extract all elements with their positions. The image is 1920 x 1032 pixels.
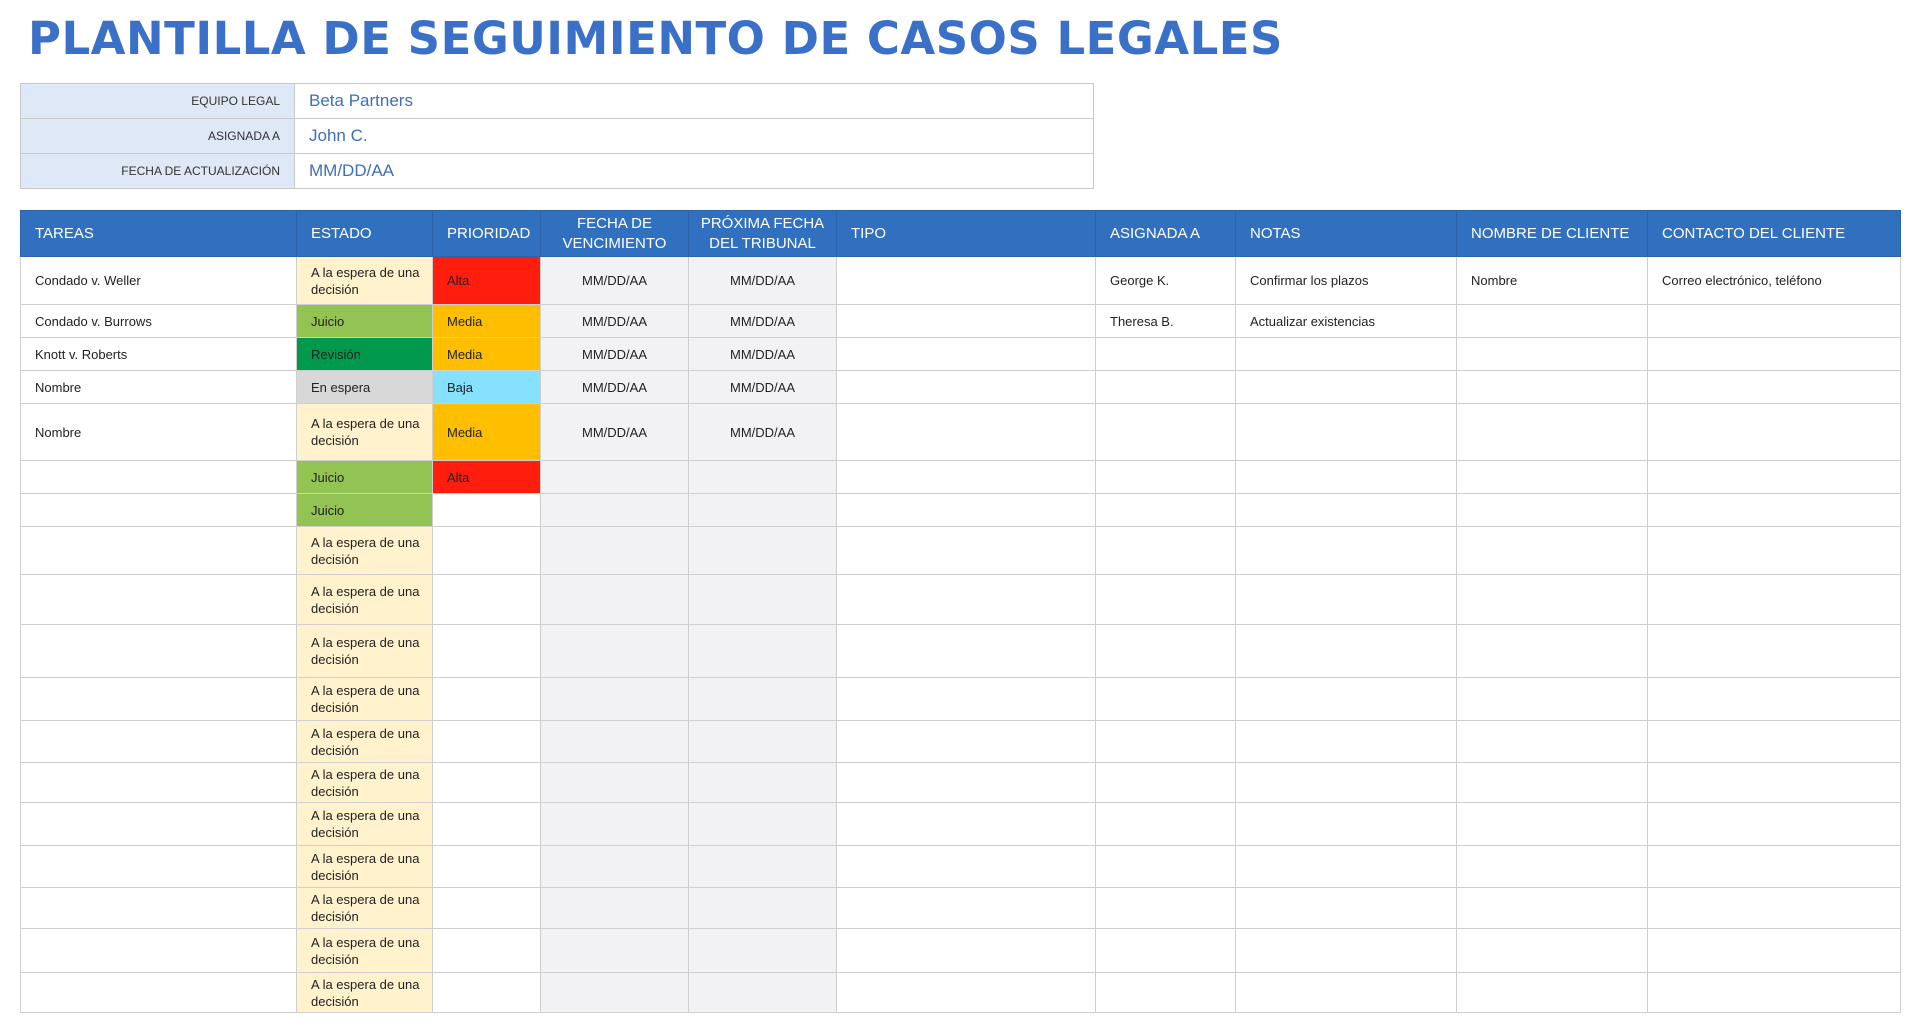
task-cell[interactable] xyxy=(21,803,297,846)
client-contact-cell[interactable] xyxy=(1648,888,1901,929)
court-date-cell[interactable] xyxy=(689,763,837,803)
priority-cell[interactable] xyxy=(433,625,541,678)
notes-cell[interactable] xyxy=(1236,461,1457,494)
task-cell[interactable] xyxy=(21,625,297,678)
client-contact-cell[interactable] xyxy=(1648,678,1901,721)
client-name-cell[interactable] xyxy=(1457,888,1648,929)
due-date-cell[interactable]: MM/DD/AA xyxy=(541,404,689,461)
type-cell[interactable] xyxy=(837,575,1096,625)
task-cell[interactable]: Condado v. Weller xyxy=(21,257,297,305)
status-cell[interactable]: Juicio xyxy=(297,461,433,494)
table-row xyxy=(21,527,1901,575)
priority-cell[interactable] xyxy=(433,678,541,721)
info-label: ASIGNADA A xyxy=(21,119,295,154)
type-cell[interactable] xyxy=(837,625,1096,678)
court-date-cell[interactable]: MM/DD/AA xyxy=(689,404,837,461)
notes-cell[interactable]: Actualizar existencias xyxy=(1236,305,1457,338)
notes-cell[interactable] xyxy=(1236,404,1457,461)
priority-cell[interactable]: Media xyxy=(433,305,541,338)
due-date-cell[interactable]: MM/DD/AA xyxy=(541,338,689,371)
client-name-cell[interactable] xyxy=(1457,527,1648,575)
task-cell[interactable] xyxy=(21,678,297,721)
task-cell[interactable]: Nombre xyxy=(21,404,297,461)
assigned-cell[interactable] xyxy=(1096,678,1236,721)
task-cell[interactable] xyxy=(21,763,297,803)
assigned-cell[interactable] xyxy=(1096,721,1236,763)
assigned-cell[interactable] xyxy=(1096,338,1236,371)
notes-cell[interactable] xyxy=(1236,527,1457,575)
court-date-cell[interactable]: MM/DD/AA xyxy=(689,305,837,338)
assigned-cell[interactable] xyxy=(1096,973,1236,1013)
court-date-cell[interactable] xyxy=(689,846,837,888)
type-cell[interactable] xyxy=(837,678,1096,721)
table-row xyxy=(21,973,1901,1013)
type-cell[interactable] xyxy=(837,404,1096,461)
task-cell[interactable]: Condado v. Burrows xyxy=(21,305,297,338)
client-name-cell[interactable] xyxy=(1457,721,1648,763)
due-date-cell[interactable] xyxy=(541,625,689,678)
table-row xyxy=(21,404,1901,461)
court-date-cell[interactable] xyxy=(689,461,837,494)
table-row xyxy=(21,929,1901,973)
status-cell[interactable]: A la espera de una decisión xyxy=(297,527,433,575)
priority-cell[interactable] xyxy=(433,763,541,803)
type-cell[interactable] xyxy=(837,371,1096,404)
type-cell[interactable] xyxy=(837,494,1096,527)
client-contact-cell[interactable] xyxy=(1648,846,1901,888)
client-contact-cell[interactable] xyxy=(1648,929,1901,973)
column-header-client-contact[interactable]: CONTACTO DEL CLIENTE xyxy=(1648,211,1901,257)
due-date-cell[interactable] xyxy=(541,527,689,575)
court-date-cell[interactable]: MM/DD/AA xyxy=(689,257,837,305)
status-cell[interactable]: A la espera de una decisión xyxy=(297,721,433,763)
table-row xyxy=(21,494,1901,527)
status-cell[interactable]: A la espera de una decisión xyxy=(297,888,433,929)
header-row xyxy=(21,211,1901,257)
type-cell[interactable] xyxy=(837,257,1096,305)
task-cell[interactable] xyxy=(21,846,297,888)
notes-cell[interactable] xyxy=(1236,338,1457,371)
due-date-cell[interactable] xyxy=(541,803,689,846)
type-cell[interactable] xyxy=(837,973,1096,1013)
priority-cell[interactable] xyxy=(433,846,541,888)
client-contact-cell[interactable] xyxy=(1648,371,1901,404)
client-name-cell[interactable] xyxy=(1457,305,1648,338)
column-header-due-date[interactable]: FECHA DE VENCIMIENTO xyxy=(541,211,689,257)
priority-cell[interactable] xyxy=(433,721,541,763)
notes-cell[interactable] xyxy=(1236,721,1457,763)
table-row xyxy=(21,625,1901,678)
task-cell[interactable] xyxy=(21,973,297,1013)
due-date-cell[interactable] xyxy=(541,575,689,625)
assigned-cell[interactable] xyxy=(1096,371,1236,404)
assigned-cell[interactable] xyxy=(1096,404,1236,461)
info-label: EQUIPO LEGAL xyxy=(21,84,295,119)
due-date-cell[interactable] xyxy=(541,846,689,888)
case-info-table xyxy=(20,83,1094,189)
column-header-client-name[interactable]: NOMBRE DE CLIENTE xyxy=(1457,211,1648,257)
info-label: FECHA DE ACTUALIZACIÓN xyxy=(21,154,295,189)
notes-cell[interactable] xyxy=(1236,803,1457,846)
priority-cell[interactable] xyxy=(433,527,541,575)
table-row xyxy=(21,461,1901,494)
status-cell[interactable]: A la espera de una decisión xyxy=(297,929,433,973)
due-date-cell[interactable]: MM/DD/AA xyxy=(541,371,689,404)
assigned-cell[interactable] xyxy=(1096,625,1236,678)
assigned-to-value[interactable]: John C. xyxy=(295,119,1094,154)
type-cell[interactable] xyxy=(837,338,1096,371)
notes-cell[interactable] xyxy=(1236,929,1457,973)
priority-cell[interactable]: Alta xyxy=(433,257,541,305)
table-row xyxy=(21,678,1901,721)
notes-cell[interactable] xyxy=(1236,625,1457,678)
status-cell[interactable]: A la espera de una decisión xyxy=(297,625,433,678)
table-row xyxy=(21,257,1901,305)
priority-cell[interactable] xyxy=(433,973,541,1013)
notes-cell[interactable] xyxy=(1236,575,1457,625)
column-header-assigned[interactable]: ASIGNADA A xyxy=(1096,211,1236,257)
due-date-cell[interactable] xyxy=(541,494,689,527)
client-name-cell[interactable] xyxy=(1457,763,1648,803)
due-date-cell[interactable] xyxy=(541,461,689,494)
priority-cell[interactable] xyxy=(433,575,541,625)
client-contact-cell[interactable] xyxy=(1648,527,1901,575)
notes-cell[interactable] xyxy=(1236,494,1457,527)
client-contact-cell[interactable] xyxy=(1648,461,1901,494)
page-title: PLANTILLA DE SEGUIMIENTO DE CASOS LEGALES xyxy=(28,12,1283,65)
assigned-cell[interactable]: George K. xyxy=(1096,257,1236,305)
status-cell[interactable]: A la espera de una decisión xyxy=(297,575,433,625)
table-row xyxy=(21,803,1901,846)
court-date-cell[interactable] xyxy=(689,803,837,846)
assigned-cell[interactable] xyxy=(1096,888,1236,929)
column-header-priority[interactable]: PRIORIDAD xyxy=(433,211,541,257)
priority-cell[interactable] xyxy=(433,888,541,929)
client-contact-cell[interactable] xyxy=(1648,305,1901,338)
priority-cell[interactable] xyxy=(433,929,541,973)
client-contact-cell[interactable] xyxy=(1648,721,1901,763)
status-cell[interactable]: A la espera de una decisión xyxy=(297,973,433,1013)
update-date-value[interactable]: MM/DD/AA xyxy=(295,154,1094,189)
notes-cell[interactable]: Confirmar los plazos xyxy=(1236,257,1457,305)
table-row xyxy=(21,338,1901,371)
info-row-legal-team xyxy=(21,84,1094,119)
due-date-cell[interactable]: MM/DD/AA xyxy=(541,305,689,338)
client-contact-cell[interactable] xyxy=(1648,338,1901,371)
column-header-type[interactable]: TIPO xyxy=(837,211,1096,257)
table-row xyxy=(21,846,1901,888)
case-tracker-table xyxy=(20,210,1901,1013)
client-name-cell[interactable] xyxy=(1457,461,1648,494)
priority-cell[interactable]: Alta xyxy=(433,461,541,494)
court-date-cell[interactable] xyxy=(689,888,837,929)
task-cell[interactable]: Nombre xyxy=(21,371,297,404)
table-row xyxy=(21,721,1901,763)
court-date-cell[interactable]: MM/DD/AA xyxy=(689,371,837,404)
due-date-cell[interactable] xyxy=(541,973,689,1013)
court-date-cell[interactable] xyxy=(689,678,837,721)
assigned-cell[interactable] xyxy=(1096,929,1236,973)
client-name-cell[interactable]: Nombre xyxy=(1457,257,1648,305)
task-cell[interactable] xyxy=(21,888,297,929)
due-date-cell[interactable] xyxy=(541,678,689,721)
client-contact-cell[interactable] xyxy=(1648,763,1901,803)
status-cell[interactable]: En espera xyxy=(297,371,433,404)
assigned-cell[interactable] xyxy=(1096,527,1236,575)
status-cell[interactable]: Juicio xyxy=(297,305,433,338)
status-cell[interactable]: A la espera de una decisión xyxy=(297,404,433,461)
assigned-cell[interactable] xyxy=(1096,763,1236,803)
client-name-cell[interactable] xyxy=(1457,846,1648,888)
court-date-cell[interactable] xyxy=(689,527,837,575)
notes-cell[interactable] xyxy=(1236,763,1457,803)
task-cell[interactable] xyxy=(21,461,297,494)
type-cell[interactable] xyxy=(837,803,1096,846)
client-contact-cell[interactable] xyxy=(1648,404,1901,461)
priority-cell[interactable]: Media xyxy=(433,404,541,461)
client-name-cell[interactable] xyxy=(1457,404,1648,461)
client-name-cell[interactable] xyxy=(1457,625,1648,678)
task-cell[interactable] xyxy=(21,929,297,973)
column-header-court-date[interactable]: PRÓXIMA FECHA DEL TRIBUNAL xyxy=(689,211,837,257)
assigned-cell[interactable]: Theresa B. xyxy=(1096,305,1236,338)
notes-cell[interactable] xyxy=(1236,846,1457,888)
status-cell[interactable]: A la espera de una decisión xyxy=(297,846,433,888)
client-name-cell[interactable] xyxy=(1457,575,1648,625)
priority-cell[interactable]: Baja xyxy=(433,371,541,404)
priority-cell[interactable] xyxy=(433,494,541,527)
type-cell[interactable] xyxy=(837,888,1096,929)
type-cell[interactable] xyxy=(837,763,1096,803)
column-header-status[interactable]: ESTADO xyxy=(297,211,433,257)
priority-cell[interactable] xyxy=(433,803,541,846)
table-row xyxy=(21,575,1901,625)
table-body xyxy=(21,257,1901,1013)
due-date-cell[interactable] xyxy=(541,763,689,803)
table-row xyxy=(21,371,1901,404)
assigned-cell[interactable] xyxy=(1096,461,1236,494)
due-date-cell[interactable] xyxy=(541,929,689,973)
assigned-cell[interactable] xyxy=(1096,846,1236,888)
client-contact-cell[interactable]: Correo electrónico, teléfono xyxy=(1648,257,1901,305)
assigned-cell[interactable] xyxy=(1096,575,1236,625)
table-row xyxy=(21,763,1901,803)
table-row xyxy=(21,888,1901,929)
notes-cell[interactable] xyxy=(1236,888,1457,929)
column-header-notes[interactable]: NOTAS xyxy=(1236,211,1457,257)
client-contact-cell[interactable] xyxy=(1648,973,1901,1013)
client-name-cell[interactable] xyxy=(1457,929,1648,973)
due-date-cell[interactable] xyxy=(541,888,689,929)
assigned-cell[interactable] xyxy=(1096,803,1236,846)
status-cell[interactable]: Revisión xyxy=(297,338,433,371)
status-cell[interactable]: A la espera de una decisión xyxy=(297,803,433,846)
task-cell[interactable] xyxy=(21,494,297,527)
task-cell[interactable] xyxy=(21,527,297,575)
client-name-cell[interactable] xyxy=(1457,494,1648,527)
table-row xyxy=(21,305,1901,338)
court-date-cell[interactable] xyxy=(689,575,837,625)
notes-cell[interactable] xyxy=(1236,371,1457,404)
due-date-cell[interactable] xyxy=(541,721,689,763)
legal-team-value[interactable]: Beta Partners xyxy=(295,84,1094,119)
priority-cell[interactable]: Media xyxy=(433,338,541,371)
info-row-updated xyxy=(21,154,1094,189)
client-name-cell[interactable] xyxy=(1457,371,1648,404)
client-contact-cell[interactable] xyxy=(1648,625,1901,678)
client-contact-cell[interactable] xyxy=(1648,803,1901,846)
type-cell[interactable] xyxy=(837,929,1096,973)
type-cell[interactable] xyxy=(837,846,1096,888)
column-header-tasks[interactable]: TAREAS xyxy=(21,211,297,257)
client-contact-cell[interactable] xyxy=(1648,494,1901,527)
type-cell[interactable] xyxy=(837,305,1096,338)
court-date-cell[interactable] xyxy=(689,625,837,678)
court-date-cell[interactable]: MM/DD/AA xyxy=(689,338,837,371)
client-contact-cell[interactable] xyxy=(1648,575,1901,625)
notes-cell[interactable] xyxy=(1236,678,1457,721)
status-cell[interactable]: A la espera de una decisión xyxy=(297,763,433,803)
type-cell[interactable] xyxy=(837,721,1096,763)
due-date-cell[interactable]: MM/DD/AA xyxy=(541,257,689,305)
type-cell[interactable] xyxy=(837,461,1096,494)
court-date-cell[interactable] xyxy=(689,973,837,1013)
client-name-cell[interactable] xyxy=(1457,803,1648,846)
court-date-cell[interactable] xyxy=(689,494,837,527)
client-name-cell[interactable] xyxy=(1457,973,1648,1013)
assigned-cell[interactable] xyxy=(1096,494,1236,527)
task-cell[interactable] xyxy=(21,575,297,625)
client-name-cell[interactable] xyxy=(1457,678,1648,721)
type-cell[interactable] xyxy=(837,527,1096,575)
task-cell[interactable] xyxy=(21,721,297,763)
notes-cell[interactable] xyxy=(1236,973,1457,1013)
status-cell[interactable]: Juicio xyxy=(297,494,433,527)
court-date-cell[interactable] xyxy=(689,929,837,973)
court-date-cell[interactable] xyxy=(689,721,837,763)
task-cell[interactable]: Knott v. Roberts xyxy=(21,338,297,371)
client-name-cell[interactable] xyxy=(1457,338,1648,371)
status-cell[interactable]: A la espera de una decisión xyxy=(297,678,433,721)
info-row-assigned xyxy=(21,119,1094,154)
status-cell[interactable]: A la espera de una decisión xyxy=(297,257,433,305)
